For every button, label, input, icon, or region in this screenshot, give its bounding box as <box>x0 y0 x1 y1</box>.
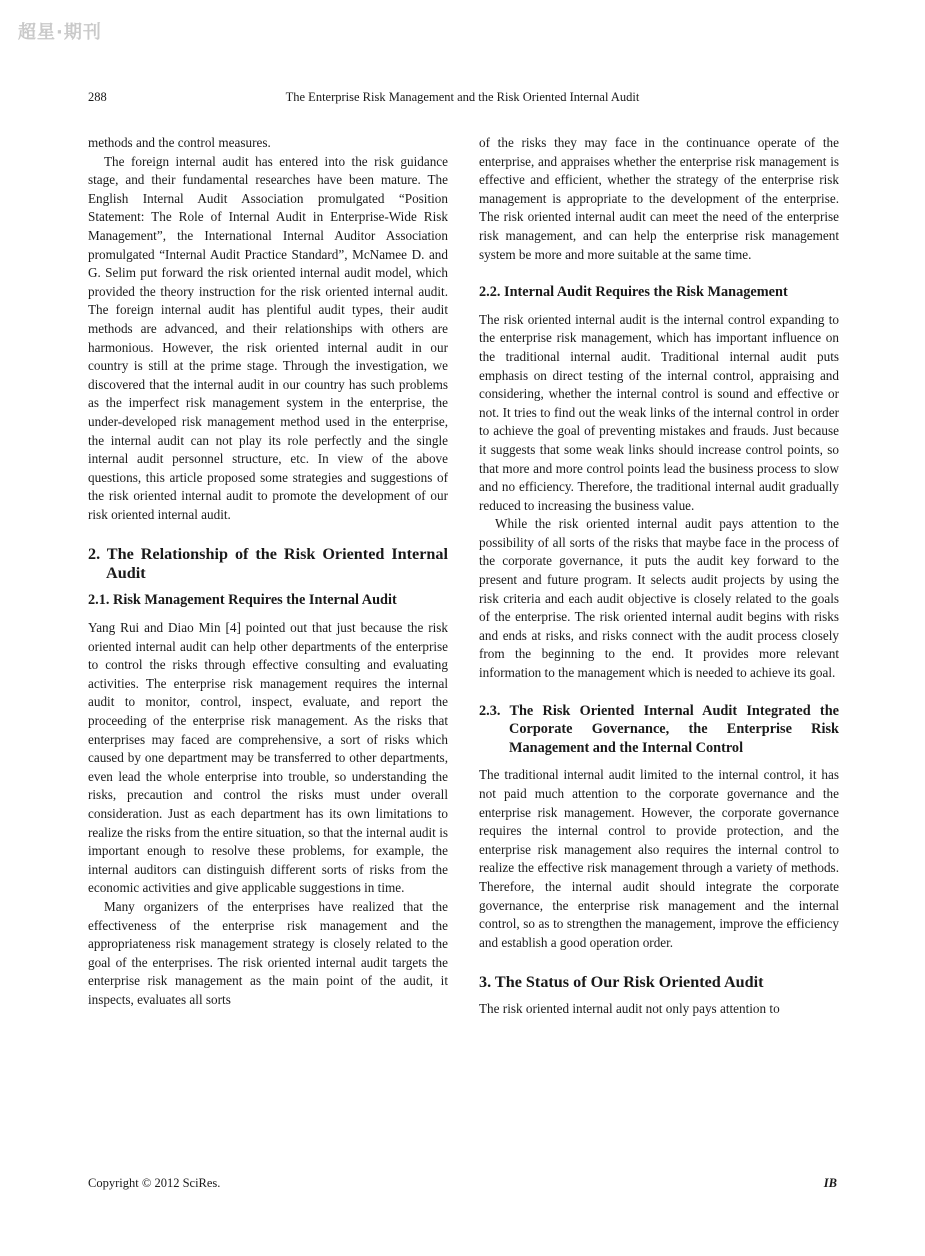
paragraph: Many organizers of the enterprises have realized that the effectiveness of the enterprise risk management and the appropriateness risk management strategy is closely related to the goal of the enterprises. The risk oriented internal audit targets the enterprise risk management as the main point of the audit, it inspects, evaluates all sorts <box>88 898 448 1007</box>
section-heading-3: 3. The Status of Our Risk Oriented Audit <box>479 973 764 992</box>
copyright-notice: Copyright © 2012 SciRes. <box>88 1176 221 1190</box>
page-footer <box>88 1176 837 1191</box>
paragraph: methods and the control measures. <box>88 135 271 150</box>
left-column <box>88 134 448 1010</box>
paragraph: The foreign internal audit has entered into the risk guidance stage, and their fundamental researches have been mature. The English Internal Audit Association promulgated “Position Statement: The Role of Internal Audit in Enterprise-Wide Risk Management”, the International Internal Auditor Association promulgated “Internal Audit Practice Standard”, McNamee D. and G. Selim put forward the risk oriented internal audit model, which provided the theory instruction for the risk oriented internal audit. The foreign internal audit has plentiful audit types, their audit methods are advanced, and their relationships with others are harmonious. However, the risk oriented internal audit in our country is still at the prime stage. Through the investigation, we discovered that the internal audit in our country has such problems as the imperfect risk management system in the enterprise, the under-developed risk management method used in the enterprise, the internal audit can not play its role perfectly and the single internal audit personnel structure, etc. In view of the above questions, this article proposed some strategies and suggestions of the risk oriented internal audit to promote the development of our risk oriented internal audit. <box>88 153 448 522</box>
page-number: 288 <box>88 90 107 104</box>
subsection-heading-2-1: 2.1. Risk Management Requires the Internal Audit <box>88 592 397 609</box>
paragraph: The risk oriented internal audit is the internal control expanding to the enterprise risk management, which has important influence on the traditional internal audit. Traditional internal audit puts emphasis on direct testing of the internal control, appraising and considering, whether the internal control is sound and effective or not. It tries to find out the weak links of the internal control in order to achieve the goal of preventing mistakes and frauds. Just because it suggests that some weak links should increase control points, so that more and more control points lead the business process to slow and no efficiency. Therefore, the traditional internal audit gradually reduced to increasing the business value. <box>479 311 839 513</box>
section-heading-2: 2. The Relationship of the Risk Oriented Internal Audit <box>88 545 448 583</box>
paragraph: of the risks they may face in the continuance operate of the enterprise, and appraises whether the enterprise risk management is effective and efficient, whether the strategy of the enterprise risk management is appropriate to the development of the enterprise. The risk oriented internal audit can meet the need of the enterprise risk management, and can help the enterprise risk management system be more and more suitable at the same time. <box>479 135 839 262</box>
watermark-logo: 超星·期刊 <box>18 22 102 43</box>
paragraph: The risk oriented internal audit not only pays attention to <box>479 1001 780 1017</box>
running-header <box>88 90 837 106</box>
subsection-heading-2-2: 2.2. Internal Audit Requires the Risk Management <box>479 284 788 301</box>
paragraph: While the risk oriented internal audit pays attention to the possibility of all sorts of the risks that maybe face in the process of the corporate governance, it puts the audit key forward to the present and future program. It selects audit projects by using the risk criteria and each audit objective is closely related to the goals of the enterprise. The risk oriented internal audit begins with risks and ends at risks, and risks connect with the audit process closely from the beginning to the end. It provides more relevant information to the management which is needed to achieve its goal. <box>479 516 839 681</box>
paragraph: Yang Rui and Diao Min [4] pointed out that just because the risk oriented internal audit can help other departments of the enterprise to control the risks through effective consulting and evaluating activities. The enterprise risk management requires the internal audit to monitor, control, inspect, evaluate, and report the proceeding of the enterprise risk management. As the risks that enterprises may faced are comprehensive, a sort of risks which caused by one department may be transferred to other departments, even lead the whole enterprise into trouble, so understanding the risks, precaution and control the risks must under overall consideration. Just as each department has its own limitations to realize the risks from the entire situation, so that the internal audit is important enough to resolve these problems, for example, the internal auditors can distinguish different sorts of risks from the economic activities and give applicable suggestions in time. <box>88 620 448 896</box>
journal-abbreviation: IB <box>823 1176 837 1190</box>
running-title: The Enterprise Risk Management and the Risk Oriented Internal Audit <box>285 90 640 104</box>
paragraph: The traditional internal audit limited to the internal control, it has not paid much attention to the corporate governance and the enterprise risk management. However, the corporate governance requires the internal control to provide protection, and the enterprise risk management also requires the internal control to realize the effective risk management through a variety of methods. Therefore, the internal audit should integrate the corporate governance, the enterprise risk management and the internal control, so as to strengthen the management, improve the efficiency and establish a good operation order. <box>479 767 839 950</box>
right-column <box>479 134 839 1019</box>
subsection-heading-2-3: 2.3. The Risk Oriented Internal Audit Integrated the Corporate Governance, the Enterprise Risk Management and the Internal Control <box>479 702 839 756</box>
